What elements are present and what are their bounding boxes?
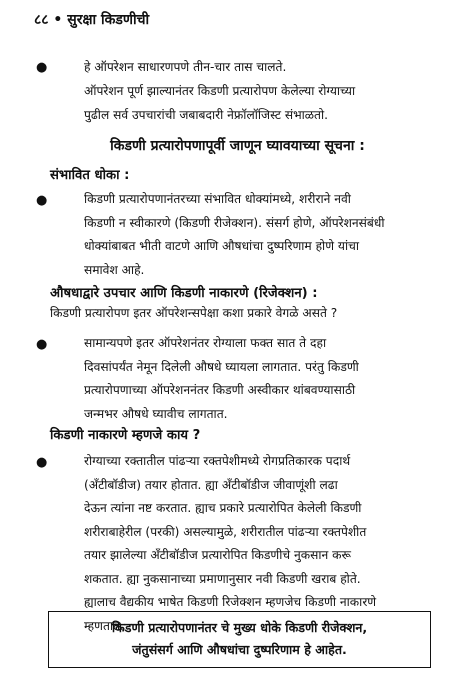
page-header: ८८ • सुरक्षा किडणीची (34, 12, 150, 28)
summary-box: किडणी प्रत्यारोपणानंतर चे मुख्य धोके किडणी रीजेक्शन, जंतुसंसर्ग आणि औषधांचा दुष्परिणाम हे आहेत. (48, 611, 431, 668)
bullet-icon: ● (36, 337, 48, 352)
paragraph-rejection: रोग्याच्या रक्तातील पांढऱ्या रक्तपेशीमध्ये रोगप्रतिकारक पदार्थ (ॲंटीबॉडीज) तयार होतात. ह्या ॲंटीबॉडीज जीवाणूंशी लढा देऊन त्यांना नष्ट करतात. ह्याच प्रकारे प्रत्यारोपित केलेली किडणी शरीराबाहेरील (परकी) असल्यामुळे, शरीरातील पांढऱ्या रक्तपेशीत तयार झालेल्या ॲंटीबॉडीज प्रत्यारोपित किडणीचे नुकसान करू शकतात. ह्या नुकसानाच्या प्रमाणानुसार नवी किडणी खराब होते. ह्यालाच वैद्यकीय भाषेत किडणी रिजेक्शन म्हणजेच किडणी नाकारणे म्हणतात. (84, 454, 377, 633)
bullet-icon: ● (36, 455, 48, 470)
bullet-icon: ● (36, 193, 48, 208)
bullet-icon: ● (36, 60, 48, 75)
paragraph-duration: हे ऑपरेशन साधारणपणे तीन-चार तास चालते. (84, 60, 287, 74)
heading-drug-treatment: औषधाद्वारे उपचार आणि किडणी नाकारणे (रिजेक्शन) : (50, 286, 318, 301)
question-line: किडणी प्रत्यारोपण इतर ऑपरेशन्सपेक्षा कशा प्रकारे वेगळे असते ? (50, 306, 338, 320)
paragraph-nephrologist: ऑपरेशन पूर्ण झाल्यानंतर किडणी प्रत्यारोपण केलेल्या रोग्याच्या पुढील सर्व उपचारांची जबाबदारी नेफ्रॉलॉजिस्ट संभाळतो. (84, 84, 356, 122)
paragraph-risks: किडणी प्रत्यारोपणानंतरच्या संभावित धोक्यांमध्ये, शरीराने नवी किडणी न स्वीकारणे (किडणी रीजेक्शन). संसर्ग होणे, ऑपरेशनसंबंधी धोक्यांबाबत भीती वाटणे आणि औषधांचा दुष्परिणाम होणे यांचा समावेश आहे. (84, 192, 385, 277)
main-heading: किडणी प्रत्यारोपणापूर्वी जाणून घ्यावयाच्या सूचना : (110, 138, 365, 154)
heading-rejection: किडणी नाकारणे म्हणजे काय ? (50, 428, 201, 443)
heading-risks: संभावित धोका : (50, 168, 130, 183)
paragraph-medication: सामान्यपणे इतर ऑपरेशनंतर रोग्याला फक्त सात ते दहा दिवसांपर्यंत नेमून दिलेली औषधे घ्यायला लागतात. परंतु किडणी प्रत्यारोपणाच्या ऑपरेशननंतर किडणी अस्वीकार थांबवण्यासाठी जन्मभर औषधे घ्यावीच लागतात. (84, 336, 359, 421)
